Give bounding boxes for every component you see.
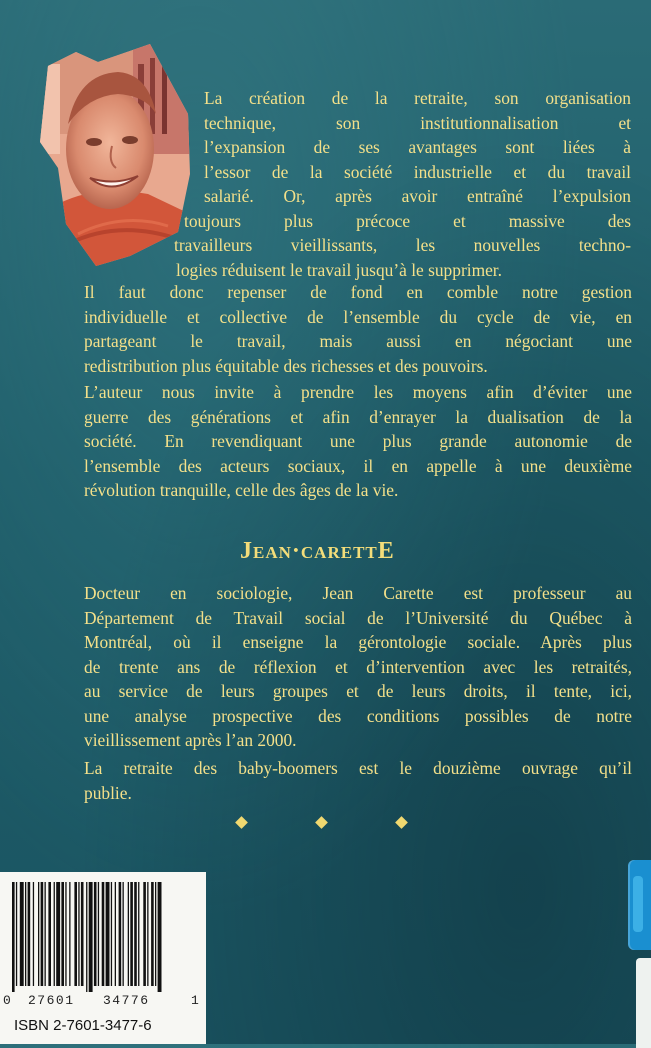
text-line: Montréal, où il enseigne la gérontologie sociale. Après plus [84,632,632,652]
library-label-edge [636,958,651,1048]
isbn-number: ISBN 2-7601-3477-6 [14,1017,152,1034]
text-line: révolution tranquille, celle des âges de la vie. [84,480,399,500]
text-line: au service de leurs groupes et de leurs droits, il tente, ici, [84,681,632,701]
author-photo [38,44,190,266]
author-heading: Jean·carettE [240,538,395,564]
diamond-ornament-icon [235,816,248,829]
text-line: partageant le travail, mais aussi en négociant une [84,331,632,351]
text-line: Il faut donc repenser de fond en comble notre gestion [84,282,632,302]
description-paragraph-2 [84,280,632,378]
barcode-digit-group-1: 27601 [28,993,75,1008]
barcode-digit-first: 0 [3,993,11,1008]
description-paragraph-1 [174,86,631,282]
text-line: salarié. Or, après avoir entraîné l’expulsion [204,186,631,206]
text-line: La retraite des baby-boomers est le douzième ouvrage qu’il [84,758,632,778]
barcode-label [0,872,206,1044]
ornament-divider [0,814,651,834]
text-line: vieillissement après l’an 2000. [84,730,297,750]
text-line: publie. [84,782,132,803]
text-line: La création de la retraite, son organisation [204,88,631,108]
barcode-digit-last: 1 [191,993,199,1008]
text-line: L’auteur nous invite à prendre les moyens afin d’éviter une [84,382,632,402]
diamond-ornament-icon [315,816,328,829]
text-line: toujours plus précoce et massive des [184,210,631,231]
text-line: de trente ans de réflexion et d’intervention avec les retraités, [84,656,632,677]
text-line: logies réduisent le travail jusqu’à le supprimer. [176,259,502,280]
text-line: société. En revendiquant une plus grande autonomie de [84,431,632,451]
text-line: Docteur en sociologie, Jean Carette est professeur au [84,583,632,603]
diamond-ornament-icon [395,816,408,829]
text-line: guerre des générations et afin d’enrayer la dualisation de la [84,406,632,427]
text-line: individuelle et collective de l’ensemble du cycle de vie, en [84,306,632,327]
text-line: une analyse prospective des conditions possibles de notre [84,705,632,726]
barcode-digits [0,993,206,1011]
text-line: travailleurs vieillissants, les nouvelles techno- [174,235,631,255]
closing-note [84,756,632,805]
barcode-digit-group-2: 34776 [103,993,150,1008]
description-paragraph-3 [84,380,632,503]
barcode-bars [6,882,200,992]
text-line: technique, son institutionnalisation et [204,112,631,133]
text-line: l’ensemble des acteurs sociaux, il en appelle à une deuxième [84,455,632,476]
text-line: l’expansion de ses avantages sont liées à [204,137,631,157]
text-line: l’essor de la société industrielle et du travail [204,161,631,182]
author-bio [84,581,632,753]
text-line: Département de Travail social de l’Université du Québec à [84,607,632,628]
text-line: redistribution plus équitable des richesses et des pouvoirs. [84,355,488,376]
library-sticker [628,860,651,950]
